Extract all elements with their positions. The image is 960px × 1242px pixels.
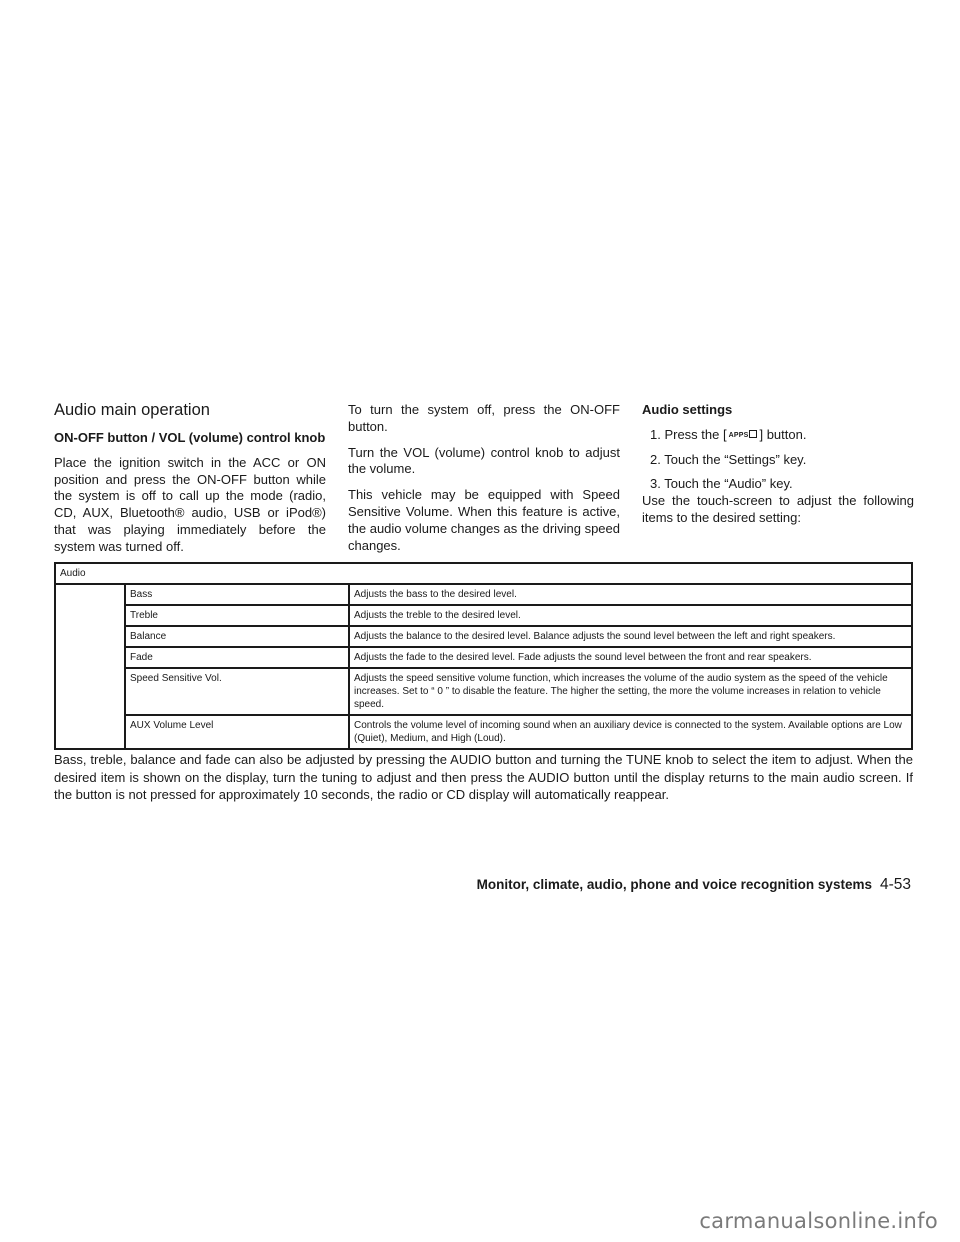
subhead-on-off-vol: ON-OFF button / VOL (volume) control knob [54,430,326,445]
table-cell-item: Treble [125,605,349,626]
paragraph-speed-sensitive: This vehicle may be equipped with Speed Sensitive Volume. When this feature is active, the audio volume changes as the driving speed changes. [348,487,620,553]
table-cell-desc: Controls the volume level of incoming sound when an auxiliary device is connected to the system. Available options are Low (Quiet), Medium, and High (Loud). [349,715,912,749]
table-cell-desc: Adjusts the balance to the desired level. Balance adjusts the sound level between the left and right speakers. [349,626,912,647]
table-row [55,647,912,668]
apps-icon-label: APPS [728,431,749,439]
paragraph-turn-off: To turn the system off, press the ON-OFF button. [348,402,620,434]
table-row [55,668,912,715]
table-row [55,626,912,647]
paragraph-touch-screen: Use the touch-screen to adjust the following items to the desired setting: [642,493,914,525]
paragraph-ignition: Place the ignition switch in the ACC or ON position and press the ON-OFF button while the system is off to call up the mode (radio, CD, AUX, Bluetooth® audio, USB or iPod®) that was playing immediately before the system was turned off. [54,454,326,554]
paragraph-after-table: Bass, treble, balance and fade can also be adjusted by pressing the AUDIO button and turning the TUNE knob to select the item to adjust. When the desired item is shown on the display, turn the tuning to adjust and then press the AUDIO button until the display returns to the main audio screen. If the button is not pressed for approximately 10 seconds, the radio or CD display will automatically reappear. [54,752,913,802]
table-header-audio: Audio [55,563,912,584]
column-middle [348,402,620,563]
table-cell-item: AUX Volume Level [125,715,349,749]
step-3: 3. Touch the “Audio” key. [650,476,793,492]
page-footer [477,876,911,894]
table-row [55,584,912,605]
step-1-text-after: ] button. [759,426,807,442]
table-cell-item: Speed Sensitive Vol. [125,668,349,715]
column-left [54,430,326,565]
footer-chapter-title: Monitor, climate, audio, phone and voice recognition systems [476,877,872,892]
footer-page-number: 4-53 [879,876,911,893]
table-row [55,715,912,749]
section-title: Audio main operation [54,401,210,419]
table-cell-desc: Adjusts the speed sensitive volume function, which increases the volume of the audio system as the speed of the vehicle increases. Set to “ 0 ” to disable the feature. The higher the setting, the more the volume increases in relation to vehicle speed. [349,668,912,715]
table-cell-desc: Adjusts the treble to the desired level. [349,605,912,626]
table-cell-item: Bass [125,584,349,605]
table-blank-cell [55,584,125,749]
table-header-row [55,563,912,584]
table-row [55,605,912,626]
table-cell-desc: Adjusts the bass to the desired level. [349,584,912,605]
table-cell-item: Balance [125,626,349,647]
apps-button-icon [727,430,760,440]
steps-list [642,427,914,493]
column-right [642,402,914,536]
table-cell-desc: Adjusts the fade to the desired level. Fade adjusts the sound level between the front and rear speakers. [349,647,912,668]
paragraph-volume: Turn the VOL (volume) control knob to adjust the volume. [348,444,620,477]
subhead-audio-settings: Audio settings [642,402,733,417]
step-2: 2. Touch the “Settings” key. [650,451,807,467]
audio-settings-table [54,562,913,750]
table-cell-item: Fade [125,647,349,668]
step-1-text-before: 1. Press the [ [650,426,727,442]
step-1 [642,427,914,444]
watermark: carmanualsonline.info [699,1209,938,1233]
